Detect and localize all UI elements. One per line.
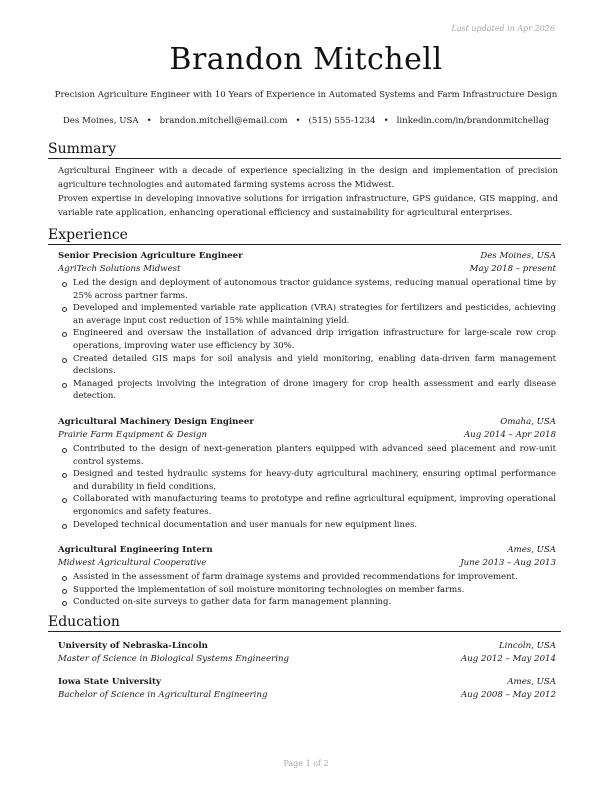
list-item xyxy=(58,519,556,532)
school-header xyxy=(58,677,556,690)
list-item xyxy=(58,378,556,403)
summary-heading: Summary xyxy=(48,141,117,157)
list-item xyxy=(58,468,556,493)
bullet-circle-icon xyxy=(62,601,67,606)
list-item xyxy=(58,571,556,584)
contact-line xyxy=(0,116,612,126)
contact-separator: • xyxy=(146,116,152,126)
school-degree: Bachelor of Science in Agricultural Engineering xyxy=(58,690,268,700)
job-dates: Aug 2014 – Apr 2018 xyxy=(463,430,556,440)
job-bullets xyxy=(58,571,556,609)
contact-separator: • xyxy=(383,116,389,126)
school-location: Lincoln, USA xyxy=(498,641,556,651)
job-bullets xyxy=(58,277,556,403)
section-divider xyxy=(48,631,561,632)
list-item xyxy=(58,353,556,378)
summary-paragraph-2: Proven expertise in developing innovative solutions for irrigation infrastructure, GPS guidance, GIS mapping, and variable rate application, enhancing operational efficiency and sustainability for agricultural enterprises. xyxy=(58,194,558,218)
job-bullets xyxy=(58,443,556,531)
list-item xyxy=(58,443,556,468)
job-header xyxy=(58,251,556,264)
school-location: Ames, USA xyxy=(507,677,556,687)
section-divider xyxy=(48,244,561,245)
contact-separator: • xyxy=(295,116,301,126)
list-item xyxy=(58,327,556,352)
job-subheader xyxy=(58,430,556,443)
bullet-text: Created detailed GIS maps for soil analysis and yield monitoring, enabling data-driven farm management decisions. xyxy=(73,353,556,377)
school-degree: Master of Science in Biological Systems Engineering xyxy=(58,654,289,664)
job-location: Des Moines, USA xyxy=(480,251,556,261)
page-number: Page 1 of 2 xyxy=(283,759,329,768)
bullet-circle-icon xyxy=(62,448,67,453)
bullet-text: Assisted in the assessment of farm drainage systems and provided recommendations for improvement. xyxy=(73,572,518,582)
bullet-text: Managed projects involving the integration of drone imagery for crop health assessment and early disease detection. xyxy=(73,378,556,402)
job-subheader xyxy=(58,264,556,277)
bullet-text: Developed technical documentation and user manuals for new equipment lines. xyxy=(73,519,418,530)
list-item xyxy=(58,584,556,597)
bullet-circle-icon xyxy=(62,498,67,503)
bullet-circle-icon xyxy=(62,358,67,363)
job-header xyxy=(58,545,556,558)
school-dates: Aug 2012 – May 2014 xyxy=(461,654,556,664)
bullet-circle-icon xyxy=(62,307,67,312)
section-divider xyxy=(48,158,561,159)
job-dates: June 2013 – Aug 2013 xyxy=(460,558,556,568)
job-location: Ames, USA xyxy=(507,545,556,555)
job-dates: May 2018 – present xyxy=(469,264,556,274)
list-item xyxy=(58,493,556,518)
list-item xyxy=(58,277,556,302)
school-subheader xyxy=(58,654,556,667)
list-item xyxy=(58,302,556,327)
contact-linkedin-link[interactable]: linkedin.com/in/brandonmitchellag xyxy=(396,116,550,126)
experience-heading: Experience xyxy=(48,227,128,243)
school-subheader xyxy=(58,690,556,703)
school-name: University of Nebraska-Lincoln xyxy=(58,641,208,651)
job-header xyxy=(58,417,556,430)
professional-tagline: Precision Agriculture Engineer with 10 Years of Experience in Automated Systems and Farm Infrastructure Design xyxy=(54,90,558,100)
education-heading: Education xyxy=(48,614,120,630)
bullet-text: Supported the implementation of soil moisture monitoring technologies on member farms. xyxy=(73,584,465,595)
job-subheader xyxy=(58,558,556,571)
bullet-text: Designed and tested hydraulic systems for heavy-duty agricultural machinery, ensuring optimal performance and durability in field conditions. xyxy=(73,469,556,492)
bullet-circle-icon xyxy=(62,282,67,287)
job-location: Omaha, USA xyxy=(500,417,556,427)
last-updated-note: Last updated in Apr 2026 xyxy=(451,24,555,33)
job-company: AgriTech Solutions Midwest xyxy=(58,264,181,274)
bullet-text: Collaborated with manufacturing teams to prototype and refine agricultural equipment, improving operational ergonomics and safety features. xyxy=(73,494,556,517)
school-header xyxy=(58,641,556,654)
job-company: Midwest Agricultural Cooperative xyxy=(58,558,207,568)
contact-email-link[interactable]: brandon.mitchell@email.com xyxy=(159,116,288,126)
bullet-circle-icon xyxy=(62,473,67,478)
bullet-text: Contributed to the design of next-generation planters equipped with advanced seed placement and row-unit control systems. xyxy=(73,444,556,467)
job-title: Agricultural Machinery Design Engineer xyxy=(58,417,254,427)
school-name: Iowa State University xyxy=(58,677,161,687)
list-item xyxy=(58,596,556,609)
bullet-text: Engineered and oversaw the installation of advanced drip irrigation infrastructure for large-scale row crop operations, improving water use efficiency by 30%. xyxy=(73,328,556,351)
contact-location: Des Moines, USA xyxy=(62,116,139,126)
candidate-name: Brandon Mitchell xyxy=(169,42,443,77)
bullet-circle-icon xyxy=(62,332,67,337)
bullet-circle-icon xyxy=(62,576,67,581)
bullet-text: Led the design and deployment of autonomous tractor guidance systems, reducing manual operational time by 25% across partner farms. xyxy=(73,278,556,301)
bullet-text: Developed and implemented variable rate application (VRA) strategies for fertilizers and pesticides, achieving an average input cost reduction of 15% while maintaining yield. xyxy=(73,303,556,326)
summary-paragraph-1: Agricultural Engineer with a decade of experience specializing in the design and implementation of precision agriculture technologies and automated farming systems across the Midwest. xyxy=(58,166,558,190)
bullet-circle-icon xyxy=(62,524,67,529)
job-title: Senior Precision Agriculture Engineer xyxy=(58,251,243,261)
bullet-text: Conducted on-site surveys to gather data for farm management planning. xyxy=(73,597,392,608)
job-title: Agricultural Engineering Intern xyxy=(58,545,213,555)
contact-phone: (515) 555-1234 xyxy=(308,116,376,126)
job-company: Prairie Farm Equipment & Design xyxy=(58,430,207,440)
bullet-circle-icon xyxy=(62,589,67,594)
school-dates: Aug 2008 – May 2012 xyxy=(461,690,556,700)
bullet-circle-icon xyxy=(62,383,67,388)
